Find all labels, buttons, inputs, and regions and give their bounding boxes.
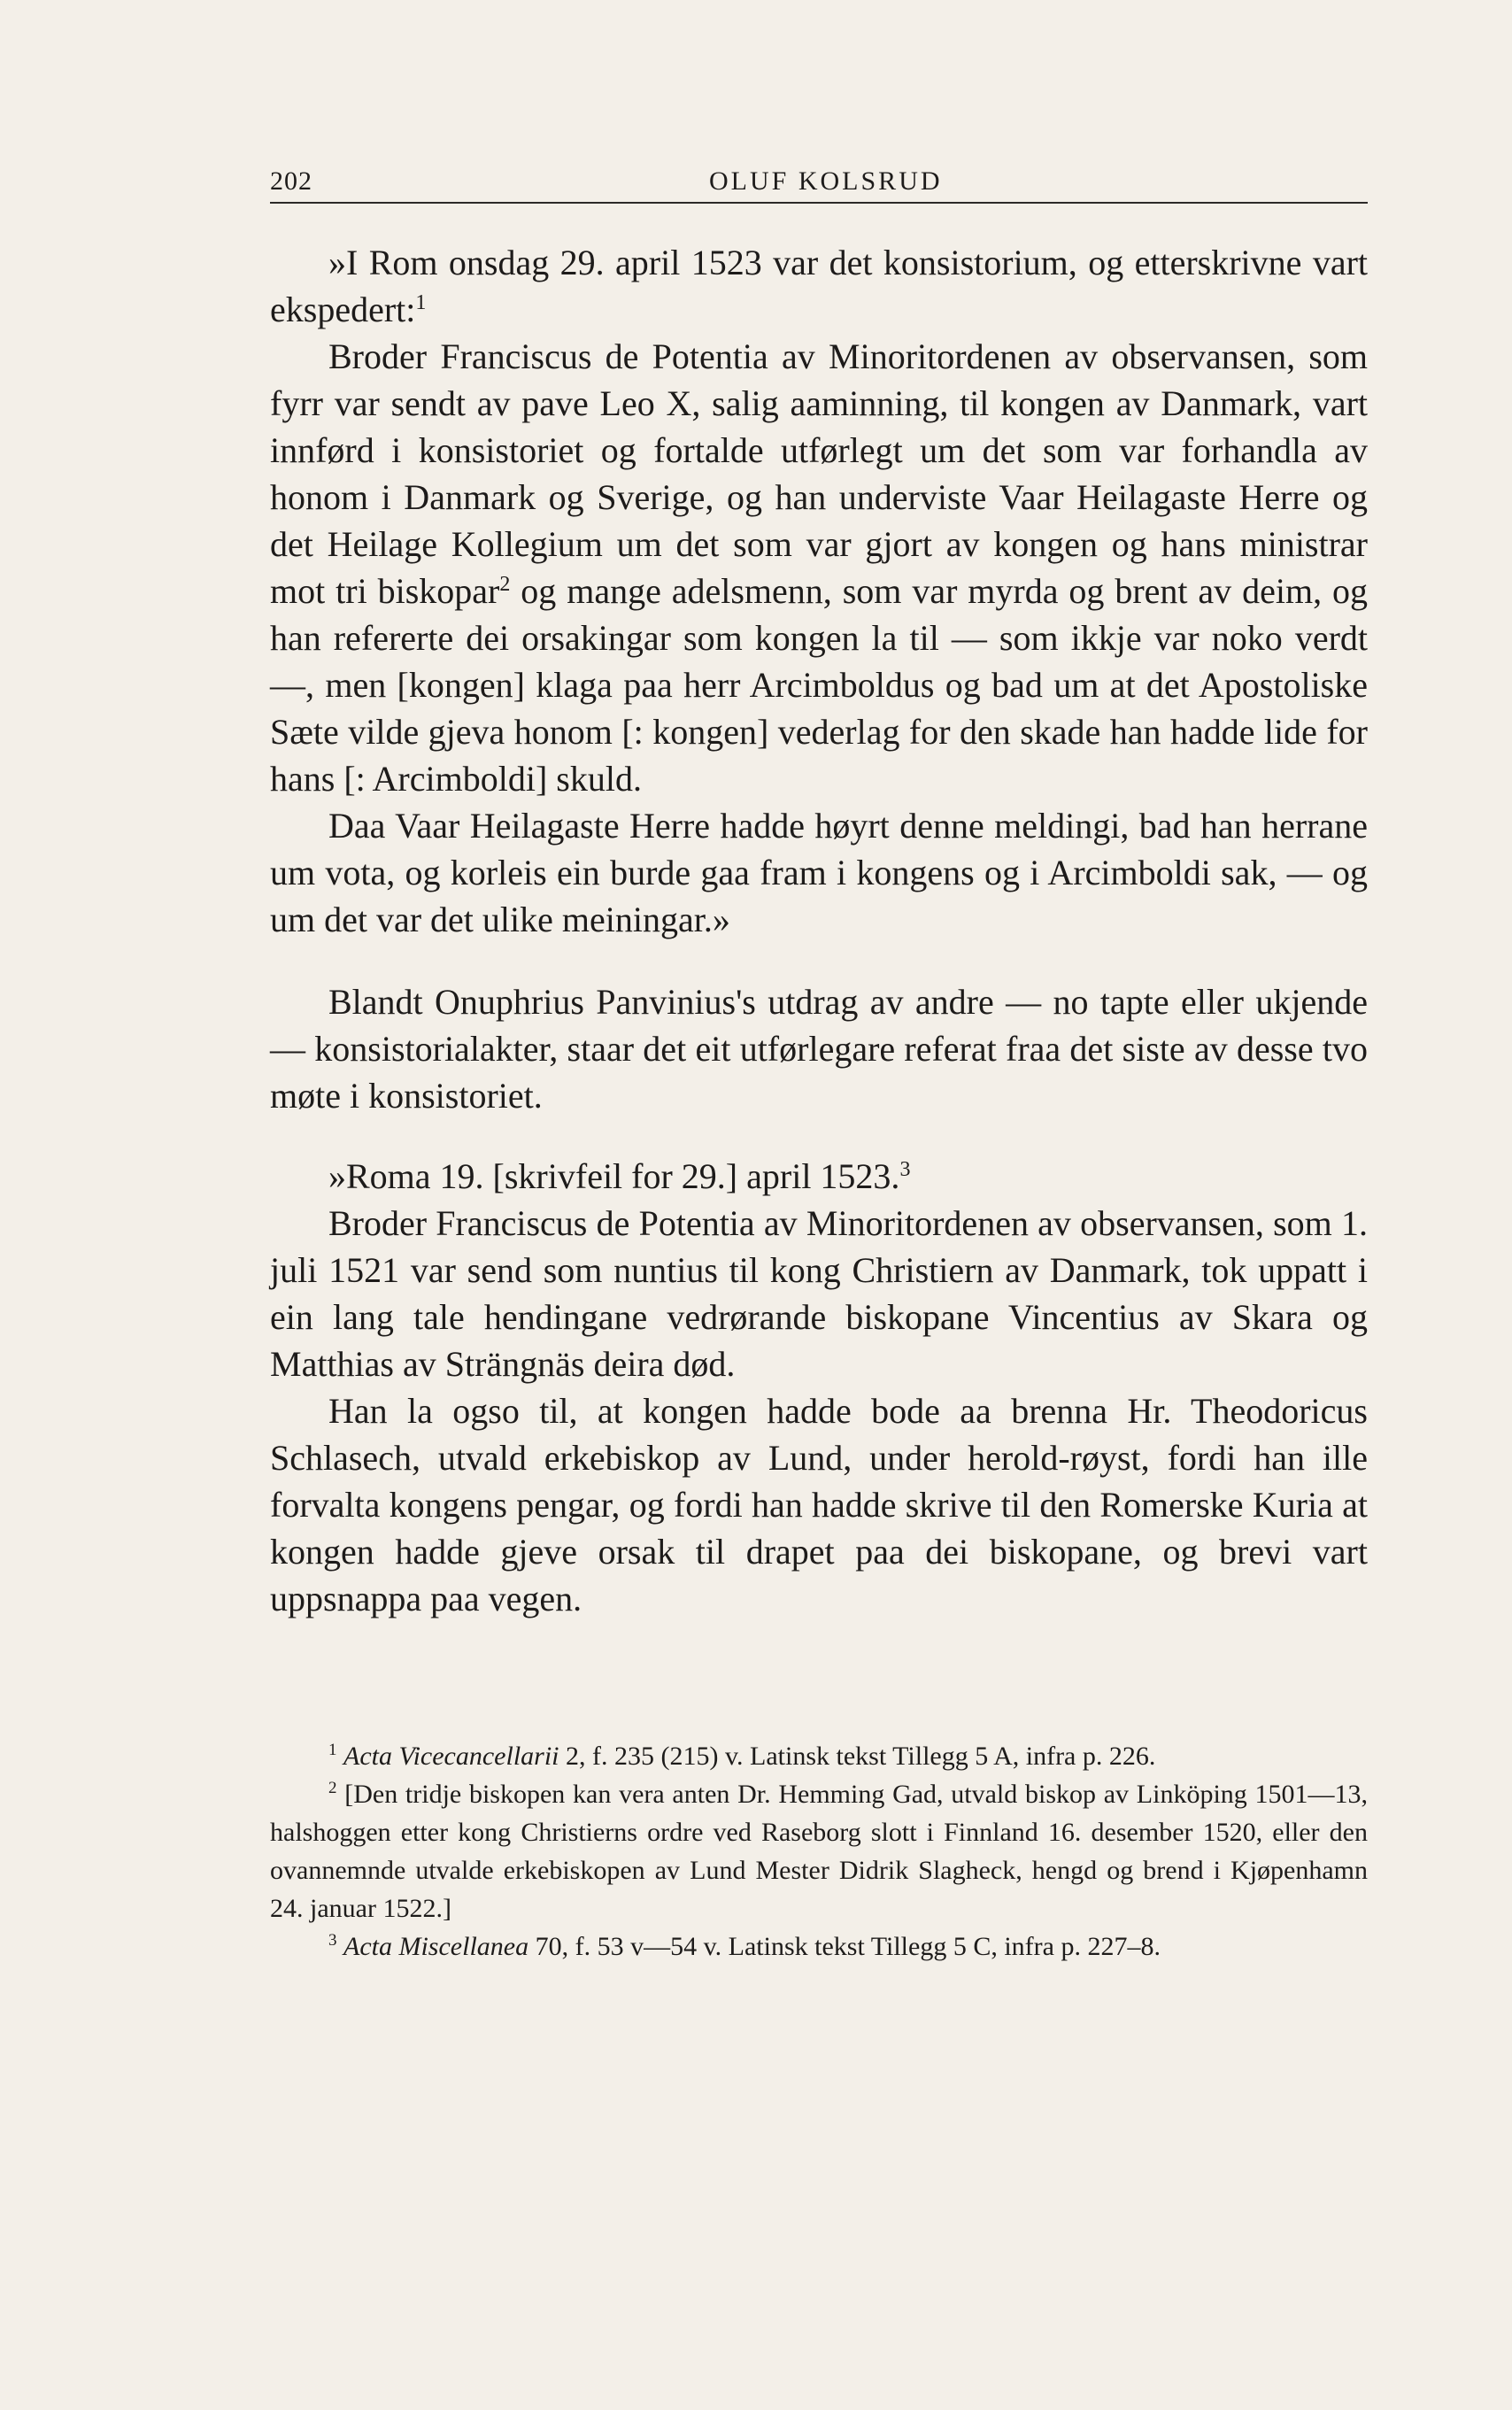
- header-rule: [270, 202, 1368, 204]
- page-number: 202: [270, 166, 312, 196]
- footnote-1: $^1$ Acta Vicecancellarii 2, f. 235 (215) v. Latinsk tekst Tillegg 5 A, infra p. 226.: [328, 1741, 1156, 1771]
- paragraph-4: Blandt Onuphrius Panvinius's utdrag av andre — no tapte eller ukjende — konsistorialakter, staar det eit utførlegare referat fraa det siste av desse tvo møte i konsistoriet.: [270, 982, 1368, 1116]
- paragraph-gap: [270, 1119, 1368, 1153]
- running-title: OLUF KOLSRUD: [709, 166, 943, 196]
- footnote-mark: 2: [328, 1779, 337, 1797]
- paragraph-2: Broder Franciscus de Potentia av Minoritordenen av observansen, som fyrr var sendt av pave Leo X, salig aaminning, til kongen av Danmark, vart innførd i konsistoriet og fortalde utførlegt um det som var forhandla av honom i Danmark og Sverige, og han underviste Vaar Heilagaste Herre og det Heilage Kollegium um det som var gjort av kongen og hans ministrar mot tri biskopar$^2$ og mange adelsmenn, som var myrda og brent av deim, og han refererte dei orsakingar som kongen la til — som ikkje var noko verdt —, men [kongen] klaga paa herr Arcimboldus og bad um at det Apostoliske Sæte vilde gjeva honom [: kongen] vederlag for den skade han hadde lide for hans [: Arcimboldi] skuld.: [270, 336, 1369, 799]
- footnote-ref-1: 1: [415, 291, 427, 314]
- footnote-ref-2: 2: [499, 573, 511, 596]
- paragraph-6: Broder Franciscus de Potentia av Minoritordenen av observansen, som 1. juli 1521 var send som nuntius til kong Christiern av Danmark, tok uppatt i ein lang tale hendingane vedrørande biskopane Vincentius av Skara og Matthias av Strängnäs deira død.: [270, 1203, 1368, 1384]
- paragraph-3: Daa Vaar Heilagaste Herre hadde høyrt denne meldingi, bad han herrane um vota, og korleis ein burde gaa fram i kongens og i Arcimboldi sak, — og um det var det ulike meiningar.»: [270, 806, 1368, 939]
- footnote-source: Acta Vicecancellarii: [343, 1742, 559, 1771]
- running-header: [270, 156, 1368, 202]
- paragraph-gap: [270, 943, 1368, 978]
- footnote-2: $^2$ [Den tridje biskopen kan vera anten Dr. Hemming Gad, utvald biskop av Linköping 1501—13, halshoggen etter kong Christierns ordre ved Raseborg slott i Finnland 16. desember 1520, eller den ovannemnde utvalde erkebiskopen av Lund Mester Didrik Slagheck, hengd og brend i Kjøpenhamn 24. januar 1522.]: [270, 1779, 1369, 1923]
- footnote-3: $^3$ Acta Miscellanea 70, f. 53 v—54 v. Latinsk tekst Tillegg 5 C, infra p. 227–8.: [328, 1931, 1161, 1961]
- main-text: [270, 239, 1368, 1622]
- footnote-mark: 3: [328, 1931, 337, 1950]
- paragraph-7: Han la ogso til, at kongen hadde bode aa brenna Hr. Theodoricus Schlasech, utvald erkebiskop av Lund, under herold-røyst, fordi han ille forvalta kongens pengar, og fordi han hadde skrive til den Romerske Kuria at kongen hadde gjeve orsak til drapet paa dei biskopane, og brevi vart uppsnappa paa vegen.: [270, 1391, 1368, 1618]
- footnote-mark: 1: [328, 1741, 337, 1759]
- footnotes: [270, 1737, 1368, 1966]
- paragraph-5: »Roma 19. [skrivfeil for 29.] april 1523.$^3$: [328, 1156, 911, 1196]
- footnote-ref-3: 3: [899, 1158, 911, 1181]
- footnote-source: Acta Miscellanea: [343, 1932, 529, 1961]
- paragraph-1: »I Rom onsdag 29. april 1523 var det konsistorium, og etterskrivne vart ekspedert:$^1$: [270, 243, 1368, 329]
